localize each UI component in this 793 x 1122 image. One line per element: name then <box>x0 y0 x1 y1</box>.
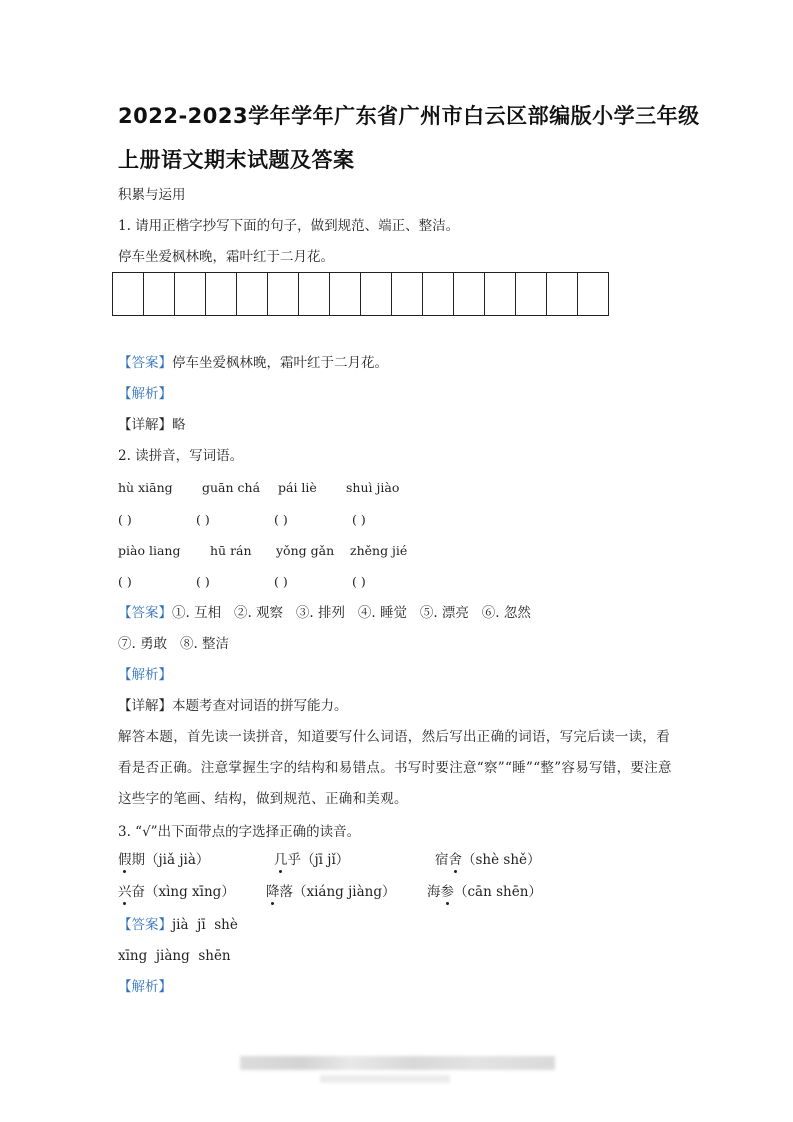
blank-field[interactable]: ( ) <box>118 574 132 589</box>
grid-cell[interactable] <box>144 273 175 315</box>
pinyin-item: pái liè <box>278 480 317 495</box>
q3-row2 <box>118 886 542 900</box>
answer-tag: 【答案】 <box>118 605 172 621</box>
dotted-char: 假 <box>118 852 132 868</box>
blurred-footer <box>240 1056 555 1070</box>
grid-cell[interactable] <box>361 273 392 315</box>
q3-item: 降落（xiáng jiàng） <box>266 884 396 900</box>
q3-analysis-tag: 【解析】 <box>118 979 172 995</box>
q3-item: 假期（jiǎ jià） <box>118 852 210 868</box>
copy-writing-grid <box>112 272 609 316</box>
detail-text: 本题考查对词语的拼写能力。 <box>172 698 348 714</box>
grid-cell[interactable] <box>578 273 609 315</box>
q2-answer-line2: ⑦. 勇敢 ⑧. 整洁 <box>118 636 230 652</box>
q3-item: 海参（cān shēn） <box>427 884 542 900</box>
q3-item: 兴奋（xìng xīng） <box>118 884 235 900</box>
grid-cell[interactable] <box>113 273 144 315</box>
grid-cell[interactable] <box>485 273 516 315</box>
answer-text: jià jī shè <box>172 917 238 933</box>
dotted-char: 兴 <box>118 884 132 900</box>
answer-tag: 【答案】 <box>118 917 172 933</box>
blank-field[interactable]: ( ) <box>274 512 288 527</box>
grid-cell[interactable] <box>547 273 578 315</box>
pinyin-item: hū rán <box>210 543 252 558</box>
q3-item: 宿舍（shè shě） <box>435 852 541 868</box>
answer-text: 停车坐爱枫林晚，霜叶红于二月花。 <box>172 355 388 371</box>
dotted-char: 降 <box>266 884 280 900</box>
q3-prompt: 3. “√”出下面带点的字选择正确的读音。 <box>118 824 361 840</box>
grid-cell[interactable] <box>206 273 237 315</box>
q3-row1 <box>118 854 541 868</box>
q1-detail <box>118 419 186 433</box>
q2-detail <box>118 700 348 714</box>
grid-cell[interactable] <box>175 273 206 315</box>
blank-field[interactable]: ( ) <box>196 574 210 589</box>
doc-title-line2: 上册语文期末试题及答案 <box>118 148 355 172</box>
detail-text: 略 <box>172 417 186 433</box>
grid-cell[interactable] <box>299 273 330 315</box>
blank-field[interactable]: ( ) <box>352 574 366 589</box>
pinyin-item: guān chá <box>202 480 261 495</box>
blank-field[interactable]: ( ) <box>118 512 132 527</box>
q2-pinyin-row2 <box>118 545 407 558</box>
dotted-char: 几 <box>274 852 288 868</box>
pinyin-item: yǒng gǎn <box>276 543 335 558</box>
q2-blanks-row1 <box>118 514 366 527</box>
q2-answer-line1 <box>118 607 531 621</box>
grid-cell[interactable] <box>454 273 485 315</box>
answer-text: ①. 互相 ②. 观察 ③. 排列 ④. 睡觉 ⑤. 漂亮 ⑥. 忽然 <box>172 605 531 621</box>
detail-tag: 【详解】 <box>118 698 172 714</box>
q2-prompt: 2. 读拼音，写词语。 <box>118 448 244 464</box>
pinyin-item: zhěng jié <box>350 543 408 558</box>
blank-field[interactable]: ( ) <box>274 574 288 589</box>
blurred-footer-sub <box>320 1075 450 1083</box>
grid-cell[interactable] <box>516 273 547 315</box>
q1-sentence: 停车坐爱枫林晚，霜叶红于二月花。 <box>118 249 334 265</box>
grid-cell[interactable] <box>423 273 454 315</box>
pinyin-item: piào liang <box>118 543 181 558</box>
q2-blanks-row2 <box>118 576 366 589</box>
doc-title-line1: 2022-2023学年学年广东省广州市白云区部编版小学三年级 <box>118 104 700 128</box>
pinyin-item: shuì jiào <box>346 480 400 495</box>
dotted-char: 舍 <box>448 852 462 868</box>
dotted-char: 参 <box>440 884 454 900</box>
grid-cell[interactable] <box>268 273 299 315</box>
q3-answer-line1 <box>118 919 238 933</box>
grid-cell[interactable] <box>237 273 268 315</box>
q2-pinyin-row1 <box>118 482 399 495</box>
detail-tag: 【详解】 <box>118 417 172 433</box>
blank-field[interactable]: ( ) <box>352 512 366 527</box>
blank-field[interactable]: ( ) <box>196 512 210 527</box>
q1-prompt: 1. 请用正楷字抄写下面的句子，做到规范、端正、整洁。 <box>118 218 460 234</box>
grid-cell[interactable] <box>330 273 361 315</box>
q3-answer-line2: xīng jiàng shēn <box>118 948 231 964</box>
grid-cell[interactable] <box>392 273 423 315</box>
q2-explanation: 解答本题，首先读一读拼音，知道要写什么词语，然后写出正确的词语，写完后读一读，看看是否正确。注意掌握生字的结构和易错点。书写时要注意“察”“睡”“整”容易写错，要注意这些字的笔画、结构，做到规范、正确和美观。 <box>118 729 672 807</box>
q3-item: 几乎（jī jǐ） <box>274 852 350 868</box>
pinyin-item: hù xiāng <box>118 480 173 495</box>
q2-analysis-tag: 【解析】 <box>118 667 172 683</box>
q1-answer <box>118 357 388 371</box>
q1-analysis-tag: 【解析】 <box>118 386 172 402</box>
answer-tag: 【答案】 <box>118 355 172 371</box>
section-heading: 积累与运用 <box>118 187 186 203</box>
